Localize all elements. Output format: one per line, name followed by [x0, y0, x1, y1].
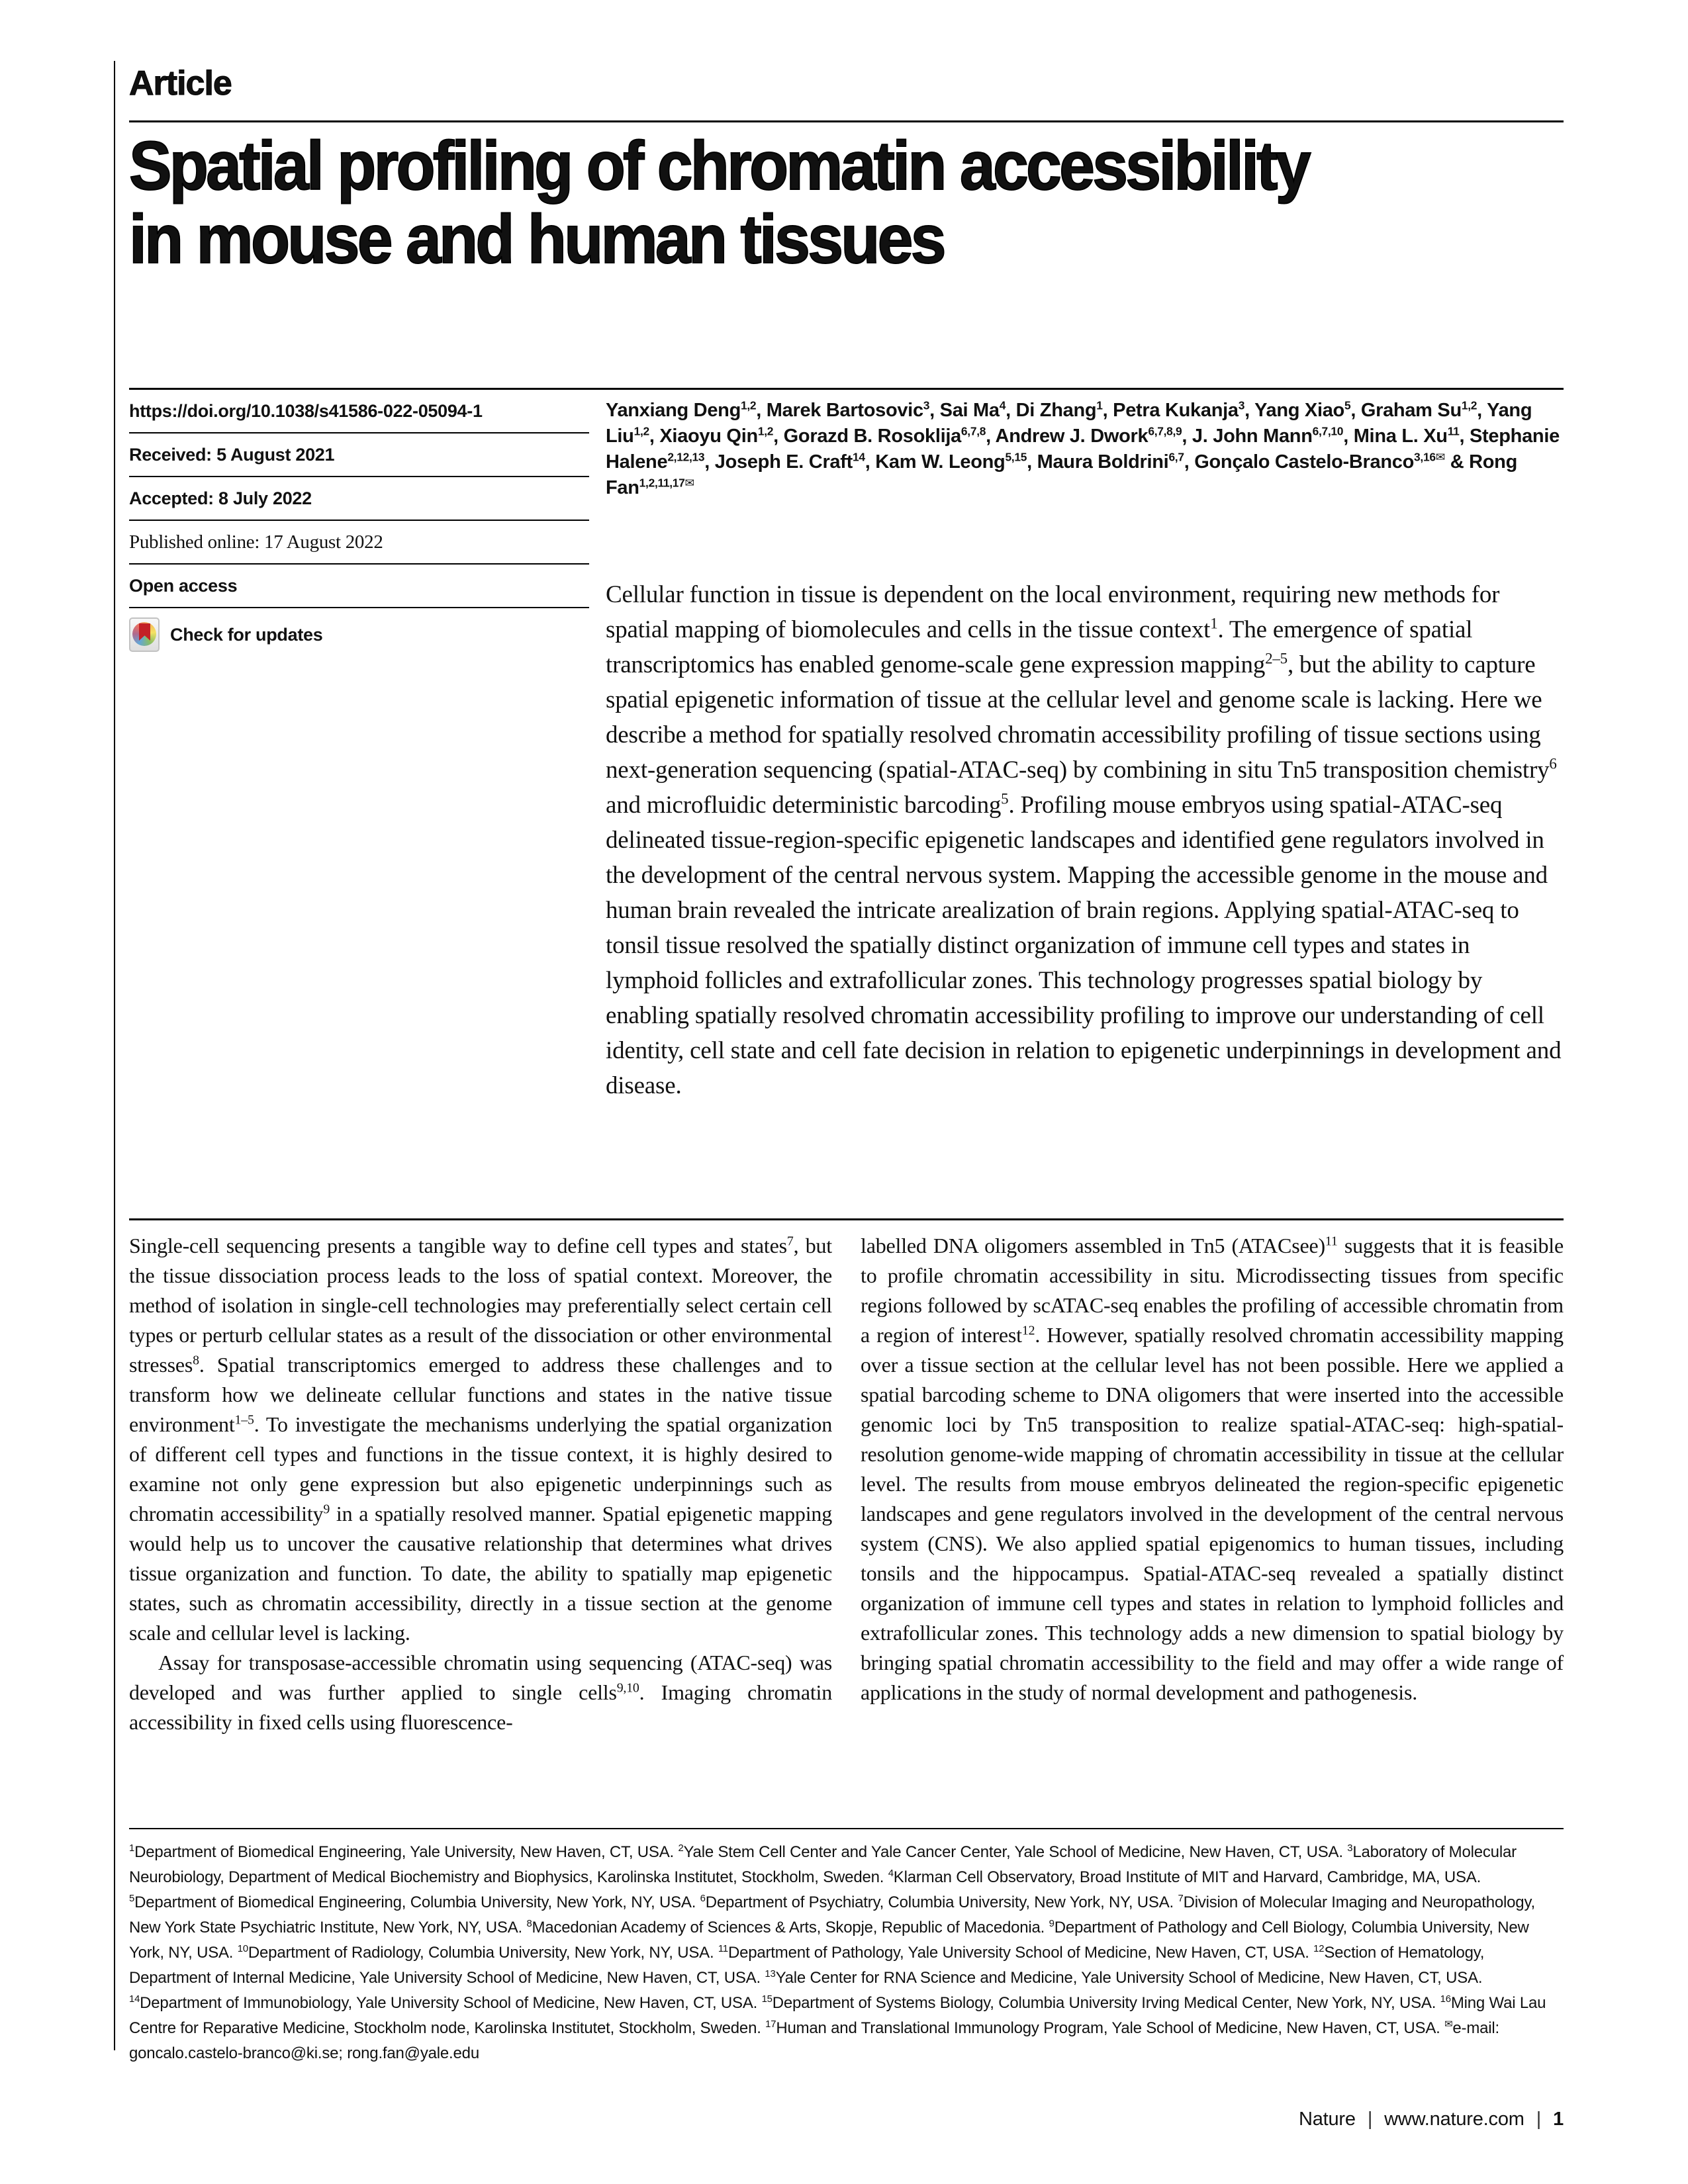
- footnote-divider: [129, 1828, 1564, 1829]
- kicker-divider: [129, 120, 1564, 122]
- article-title: [129, 130, 1515, 277]
- author-list: Yanxiang Deng$^{1,2}$, Marek Bartosovic$^3$, Sai Ma$^4$, Di Zhang$^1$, Petra Kukanja$^3$, Yang Xiao$^5$, Graham Su$^{1,2}$, Yang Liu$^{1,2}$, Xiaoyu Qin$^{1,2}$, Gorazd B. Rosoklija$^{6,7,8}$, Andrew J. Dwork$^{6,7,8,9}$, J. John Mann$^{6,7,10}$, Mina L. Xu$^{11}$, Stephanie Halene$^{2,12,13}$, Joseph E. Craft$^{14}$, Kam W. Leong$^{5,15}$, Maura Boldrini$^{6,7}$, Gonçalo Castelo-Branco$^{3,16✉}$ & Rong Fan$^{1,2,11,17✉}$: [606, 398, 1560, 498]
- left-margin-rule: [114, 61, 115, 2050]
- body-divider: [129, 1218, 1564, 1220]
- footer-separator: |: [1367, 2109, 1373, 2130]
- body-column-left: [129, 1231, 832, 1737]
- body-paragraph: labelled DNA oligomers assembled in Tn5 (ATACsee)$^{11}$ suggests that it is feasible to profile chromatin accessibility in situ. Microdissecting tissues from specific regions followed by scATAC-seq enables the profiling of accessible chromatin from a region of interest$^{12}$. However, spatially resolved chromatin accessibility mapping over a tissue section at the cellular level has not been possible. Here we applied a spatial barcoding scheme to DNA oligomers that were inserted into the accessible genomic loci by Tn5 transposition to realize spatial-ATAC-seq: high-spatial-resolution genome-wide mapping of chromatin accessibility in tissue at the cellular level. The results from mouse embryos delineated the region-specific epigenetic landscapes and gene regulators involved in the development of the central nervous system (CNS). We also applied spatial epigenomics to human tissues, including tonsils and the hippocampus. Spatial-ATAC-seq revealed a spatially distinct organization of immune cell types and states in relation to lymphoid follicles and extrafollicular zones. This technology adds a new dimension to spatial biology by bringing spatial chromatin accessibility to the field and may offer a wide range of applications in the study of normal development and pathogenesis.: [861, 1234, 1564, 1704]
- check-for-updates-label: Check for updates: [170, 624, 323, 645]
- article-title-line-2: in mouse and human tissues: [129, 201, 944, 278]
- crossmark-icon: [129, 617, 160, 652]
- footer-separator: |: [1536, 2109, 1542, 2130]
- body-paragraph: Single-cell sequencing presents a tangible way to define cell types and states$^7$, but the tissue dissociation process leads to the loss of spatial context. Moreover, the method of isolation in single-cell technologies may preferentially select certain cell types or perturb cellular states as a result of the dissociation or other environmental stresses$^8$. Spatial transcriptomics emerged to address these challenges and to transform how we delineate cellular functions and states in the native tissue environment$^{1-5}$. To investigate the mechanisms underlying the spatial organization of different cell types and functions in the tissue context, it is highly desired to examine not only gene expression but also epigenetic underpinnings such as chromatin accessibility$^9$ in a spatially resolved manner. Spatial epigenetic mapping would help us to uncover the causative relationship that determines what drives tissue organization and function. To date, the ability to spatially map epigenetic states, such as chromatin accessibility, directly in a tissue section at the genome scale and cellular level is lacking.: [129, 1234, 832, 1645]
- received-date: Received: 5 August 2021: [129, 433, 589, 477]
- body-paragraph: Assay for transposase-accessible chromatin using sequencing (ATAC-seq) was developed and was further applied to single cells$^{9,10}$. Imaging chromatin accessibility in fixed cells using fluorescence-: [129, 1651, 833, 1734]
- page-footer: [1299, 2109, 1564, 2130]
- check-for-updates-badge[interactable]: [129, 608, 589, 661]
- body-column-right: [861, 1231, 1564, 1707]
- article-title-line-1: Spatial profiling of chromatin accessibility: [129, 128, 1309, 205]
- accepted-date: Accepted: 8 July 2022: [129, 477, 589, 521]
- published-online-date: Published online: 17 August 2022: [129, 521, 589, 565]
- page-number: 1: [1553, 2109, 1564, 2130]
- abstract: Cellular function in tissue is dependent on the local environment, requiring new methods for spatial mapping of biomolecules and cells in the tissue context$^1$. The emergence of spatial transcriptomics has enabled genome-scale gene expression mapping$^{2-5}$, but the ability to capture spatial epigenetic information of tissue at the cellular level and genome scale is lacking. Here we describe a method for spatially resolved chromatin accessibility profiling of tissue sections using next-generation sequencing (spatial-ATAC-seq) by combining in situ Tn5 transposition chemistry$^6$ and microfluidic deterministic barcoding$^5$. Profiling mouse embryos using spatial-ATAC-seq delineated tissue-region-specific epigenetic landscapes and identified gene regulators involved in the development of the central nervous system. Mapping the accessible genome in the mouse and human brain revealed the intricate arealization of brain regions. Applying spatial-ATAC-seq to tonsil tissue resolved the spatially distinct organization of immune cell types and states in lymphoid follicles and extrafollicular zones. This technology progresses spatial biology by enabling spatially resolved chromatin accessibility profiling to improve our understanding of cell identity, cell state and cell fate decision in relation to epigenetic underpinnings in development and disease.: [606, 581, 1562, 1099]
- doi-link[interactable]: https://doi.org/10.1038/s41586-022-05094-1: [129, 390, 589, 433]
- open-access-label: Open access: [129, 565, 589, 608]
- journal-site-url: www.nature.com: [1384, 2109, 1524, 2130]
- article-info-sidebar: [129, 390, 589, 661]
- journal-name: Nature: [1298, 2109, 1356, 2130]
- article-kicker: Article: [129, 64, 232, 103]
- affiliations-footnote: $^1$Department of Biomedical Engineering, Yale University, New Haven, CT, USA. $^2$Yale Stem Cell Center and Yale Cancer Center, Yale School of Medicine, New Haven, CT, USA. $^3$Laboratory of Molecular Neurobiology, Department of Medical Biochemistry and Biophysics, Karolinska Institutet, Stockholm, Sweden. $^4$Klarman Cell Observatory, Broad Institute of MIT and Harvard, Cambridge, MA, USA. $^5$Department of Biomedical Engineering, Columbia University, New York, NY, USA. $^6$Department of Psychiatry, Columbia University, New York, NY, USA. $^7$Division of Molecular Imaging and Neuropathology, New York State Psychiatric Institute, New York, NY, USA. $^8$Macedonian Academy of Sciences & Arts, Skopje, Republic of Macedonia. $^9$Department of Pathology and Cell Biology, Columbia University, New York, NY, USA. $^{10}$Department of Radiology, Columbia University, New York, NY, USA. $^{11}$Department of Pathology, Yale University School of Medicine, New Haven, CT, USA. $^{12}$Section of Hematology, Department of Internal Medicine, Yale University School of Medicine, New Haven, CT, USA. $^{13}$Yale Center for RNA Science and Medicine, Yale University School of Medicine, New Haven, CT, USA. $^{14}$Department of Immunobiology, Yale University School of Medicine, New Haven, CT, USA. $^{15}$Department of Systems Biology, Columbia University Irving Medical Center, New York, NY, USA. $^{16}$Ming Wai Lau Centre for Reparative Medicine, Stockholm node, Karolinska Institutet, Stockholm, Sweden. $^{17}$Human and Translational Immunology Program, Yale School of Medicine, New Haven, CT, USA. ✉e-mail: goncalo.castelo-branco@ki.se; rong.fan@yale.edu: [129, 1843, 1546, 2062]
